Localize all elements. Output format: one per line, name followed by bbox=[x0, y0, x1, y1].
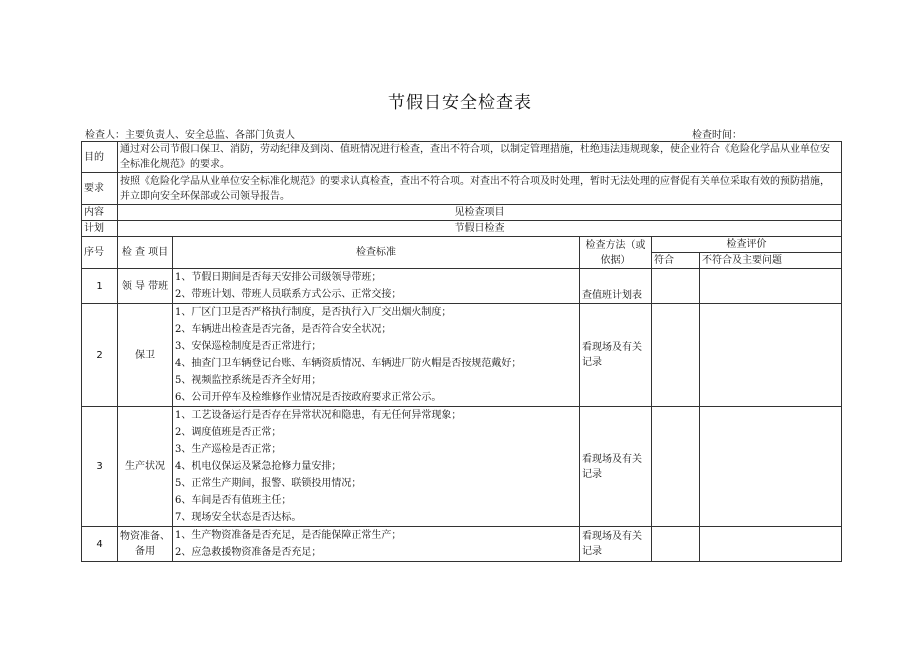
content-label: 内容 bbox=[82, 205, 118, 221]
meta-line bbox=[85, 126, 835, 141]
row-method: 看现场及有关记录 bbox=[580, 304, 652, 407]
content-row bbox=[82, 205, 842, 221]
purpose-label: 目的 bbox=[82, 142, 118, 173]
standard-line: 3、生产巡检是否正常； bbox=[175, 444, 282, 455]
row-standards bbox=[173, 407, 580, 527]
header-no: 序号 bbox=[82, 237, 118, 269]
row-standards bbox=[173, 527, 580, 562]
standard-line: 6、公司开停车及检维修作业情况是否按政府要求正常公示。 bbox=[175, 392, 442, 403]
page-title: 节假日安全检查表 bbox=[388, 93, 532, 113]
standard-line: 2、应急救援物资准备是否充足； bbox=[175, 547, 322, 558]
standard-line: 1、厂区门卫是否严格执行制度，是否执行入厂交出烟火制度； bbox=[175, 307, 452, 318]
purpose-text: 通过对公司节假口保卫、消防，劳动纪律及到岗、值班情况进行检查，查出不符合项，以制定管理措施，杜绝违法违规现象，使企业符合《危险化学品从业单位安全标准化规范》的要求。 bbox=[118, 142, 842, 173]
standard-line: 7、现场安全状态是否达标。 bbox=[175, 512, 302, 523]
row-no: 2 bbox=[82, 304, 118, 407]
content-text: 见检查项目 bbox=[118, 205, 842, 221]
header-ng: 不符合及主要问题 bbox=[700, 253, 842, 269]
standard-line: 1、生产物资准备是否充足，是否能保障正常生产； bbox=[175, 530, 402, 541]
plan-text: 节假日检查 bbox=[118, 221, 842, 237]
row-ng-cell[interactable] bbox=[700, 527, 842, 562]
row-item: 物资准备、备用 bbox=[118, 527, 173, 562]
row-ok-cell[interactable] bbox=[652, 407, 700, 527]
row-item: 生产状况 bbox=[118, 407, 173, 527]
standard-line: 1、工艺设备运行是否存在异常状况和隐患，有无任何异常现象； bbox=[175, 410, 462, 421]
standard-line: 6、车间是否有值班主任； bbox=[175, 495, 292, 506]
standard-line: 5、视频监控系统是否齐全好用； bbox=[175, 375, 322, 386]
purpose-row bbox=[82, 142, 842, 173]
row-method: 看现场及有关记录 bbox=[580, 527, 652, 562]
row-standards bbox=[173, 269, 580, 304]
row-ok-cell[interactable] bbox=[652, 304, 700, 407]
table-row bbox=[82, 407, 842, 527]
row-method: 看现场及有关记录 bbox=[580, 407, 652, 527]
table-row bbox=[82, 527, 842, 562]
row-no: 1 bbox=[82, 269, 118, 304]
standard-line: 5、正常生产期间，报警、联锁投用情况； bbox=[175, 478, 362, 489]
row-no: 3 bbox=[82, 407, 118, 527]
row-no: 4 bbox=[82, 527, 118, 562]
header-row-1 bbox=[82, 237, 842, 253]
standard-line: 1、节假日期间是否每天安排公司级领导带班； bbox=[175, 272, 382, 283]
header-ok: 符合 bbox=[652, 253, 700, 269]
requirement-label: 要求 bbox=[82, 173, 118, 205]
inspection-table bbox=[81, 141, 842, 562]
table-row bbox=[82, 269, 842, 304]
row-standards bbox=[173, 304, 580, 407]
row-ok-cell[interactable] bbox=[652, 269, 700, 304]
row-ng-cell[interactable] bbox=[700, 269, 842, 304]
inspector-label: 检查人：主要负责人、安全总监、各部门负责人 bbox=[85, 130, 295, 141]
standard-line: 4、机电仪保运及紧急抢修力量安排； bbox=[175, 461, 342, 472]
row-ng-cell[interactable] bbox=[700, 304, 842, 407]
plan-row bbox=[82, 221, 842, 237]
inspection-time-label: 检查时间： bbox=[692, 130, 742, 141]
standard-line: 2、带班计划、带班人员联系方式公示、正常交接； bbox=[175, 289, 402, 300]
row-item: 保卫 bbox=[118, 304, 173, 407]
standard-line: 4、抽查门卫车辆登记台账、车辆资质情况、车辆进厂防火帽是否按规范戴好； bbox=[175, 358, 522, 369]
standard-line: 2、车辆进出检查是否完备，是否符合安全状况； bbox=[175, 324, 392, 335]
header-method: 检查方法（或依据） bbox=[580, 237, 652, 269]
requirement-text: 按照《危险化学品从业单位安全标准化规范》的要求认真检查，查出不符合项。对查出不符合项及时处理，暂时无法处理的应督促有关单位采取有效的预防措施，并立即向安全环保部或公司领导报告。 bbox=[118, 173, 842, 205]
header-standard: 检查标准 bbox=[173, 237, 580, 269]
standard-line: 2、调度值班是否正常； bbox=[175, 427, 282, 438]
plan-label: 计划 bbox=[82, 221, 118, 237]
row-item: 领 导 带班 bbox=[118, 269, 173, 304]
header-eval: 检查评价 bbox=[652, 237, 842, 253]
header-item: 检 查 项目 bbox=[118, 237, 173, 269]
table-row bbox=[82, 304, 842, 407]
row-ok-cell[interactable] bbox=[652, 527, 700, 562]
standard-line: 3、安保巡检制度是否正常进行； bbox=[175, 341, 322, 352]
row-method: 查值班计划表 bbox=[580, 269, 652, 304]
requirement-row bbox=[82, 173, 842, 205]
row-ng-cell[interactable] bbox=[700, 407, 842, 527]
